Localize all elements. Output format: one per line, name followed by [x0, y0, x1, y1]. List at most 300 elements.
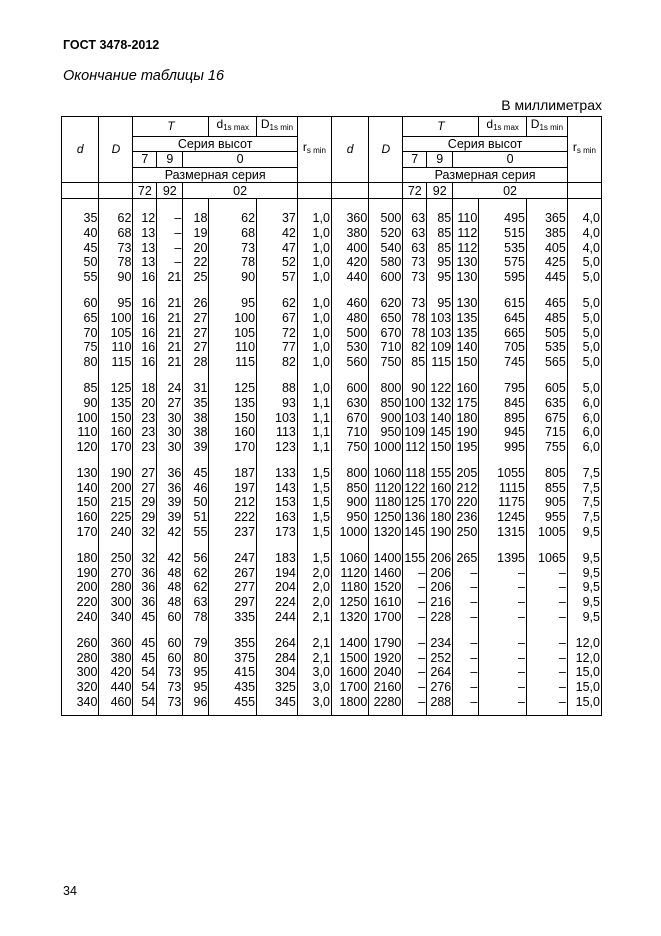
- table-cell: 284: [257, 651, 298, 666]
- table-cell: 1800: [331, 695, 368, 716]
- table-cell: 895: [479, 411, 527, 426]
- table-cell: 500: [331, 326, 368, 341]
- spacer-cell: [526, 454, 567, 466]
- table-cell: –: [526, 610, 567, 625]
- table-cell: 45: [62, 241, 99, 256]
- spacer-cell: [133, 284, 157, 296]
- table-cell: 16: [133, 296, 157, 311]
- spacer-cell: [453, 369, 479, 381]
- table-cell: 265: [453, 551, 479, 566]
- table-row: [62, 241, 602, 256]
- table-cell: 4,0: [567, 241, 601, 256]
- table-cell: 1700: [369, 610, 403, 625]
- table-cell: 16: [133, 326, 157, 341]
- table-cell: 60: [157, 651, 183, 666]
- table-cell: 51: [183, 510, 209, 525]
- header-series-0-right: 0: [453, 152, 568, 168]
- table-cell: –: [157, 255, 183, 270]
- header-D1s-left: $D_{1s min}$: [257, 117, 298, 137]
- table-cell: 5,0: [567, 326, 601, 341]
- spacer-cell: [427, 454, 453, 466]
- table-cell: 160: [427, 481, 453, 496]
- table-cell: 670: [369, 326, 403, 341]
- table-cell: 1,1: [297, 411, 331, 426]
- table-cell: 82: [403, 340, 427, 355]
- table-cell: 1,0: [297, 381, 331, 396]
- table-cell: 212: [209, 495, 257, 510]
- table-cell: 170: [99, 440, 133, 455]
- table-cell: 68: [209, 226, 257, 241]
- table-cell: 7,5: [567, 466, 601, 481]
- spacer-cell: [427, 369, 453, 381]
- spacer-cell: [183, 369, 209, 381]
- spacer-cell: [183, 199, 209, 212]
- table-cell: 100: [62, 411, 99, 426]
- table-cell: 38: [183, 425, 209, 440]
- table-cell: 620: [369, 296, 403, 311]
- table-cell: 1,0: [297, 311, 331, 326]
- table-cell: 2,1: [297, 610, 331, 625]
- table-cell: 1065: [526, 551, 567, 566]
- table-cell: –: [403, 610, 427, 625]
- table-cell: 1115: [479, 481, 527, 496]
- table-cell: 1250: [369, 510, 403, 525]
- table-cell: 1180: [369, 495, 403, 510]
- spacer-cell: [133, 624, 157, 636]
- table-cell: 205: [453, 466, 479, 481]
- spacer-cell: [183, 454, 209, 466]
- table-cell: 62: [209, 211, 257, 226]
- table-cell: 175: [453, 396, 479, 411]
- table-cell: 264: [257, 636, 298, 651]
- spacer-row: [62, 624, 602, 636]
- table-cell: 215: [99, 495, 133, 510]
- table-cell: 48: [157, 595, 183, 610]
- table-cell: 110: [62, 425, 99, 440]
- table-cell: 15,0: [567, 680, 601, 695]
- table-cell: 113: [257, 425, 298, 440]
- table-cell: 135: [99, 396, 133, 411]
- table-cell: 495: [479, 211, 527, 226]
- table-cell: –: [479, 580, 527, 595]
- table-cell: 955: [526, 510, 567, 525]
- table-cell: 1400: [369, 551, 403, 566]
- table-cell: 204: [257, 580, 298, 595]
- table-cell: 6,0: [567, 425, 601, 440]
- table-cell: 1000: [331, 525, 368, 540]
- table-cell: 36: [157, 466, 183, 481]
- table-cell: 79: [183, 636, 209, 651]
- table-cell: 95: [99, 296, 133, 311]
- header-series-heights-right: Серия высот: [403, 136, 567, 152]
- table-cell: –: [453, 610, 479, 625]
- table-cell: 90: [403, 381, 427, 396]
- table-cell: 28: [183, 355, 209, 370]
- table-cell: 103: [427, 326, 453, 341]
- header-d-right: d: [331, 117, 368, 183]
- spacer-row: [62, 539, 602, 551]
- table-cell: 109: [427, 340, 453, 355]
- table-cell: –: [453, 566, 479, 581]
- table-cell: 1005: [526, 525, 567, 540]
- table-cell: –: [157, 226, 183, 241]
- spacer-cell: [479, 454, 527, 466]
- header-series-9-left: 9: [157, 152, 183, 168]
- table-cell: 109: [404, 425, 426, 440]
- table-cell: 105: [99, 326, 133, 341]
- table-cell: 200: [99, 481, 133, 496]
- spacer-cell: [369, 284, 403, 296]
- table-row: [62, 440, 602, 455]
- table-cell: 26: [183, 296, 209, 311]
- table-cell: 1315: [479, 525, 527, 540]
- header-size-02-left: 02: [183, 183, 298, 199]
- table-cell: 47: [257, 241, 298, 256]
- table-cell: 2040: [369, 665, 403, 680]
- table-cell: 163: [257, 510, 298, 525]
- table-row: [62, 255, 602, 270]
- table-cell: 705: [479, 340, 527, 355]
- table-cell: 73: [157, 695, 183, 716]
- table-cell: 32: [133, 551, 157, 566]
- table-cell: –: [479, 610, 527, 625]
- table-cell: 100: [209, 311, 257, 326]
- table-cell: 1245: [479, 510, 527, 525]
- table-cell: 90: [99, 270, 133, 285]
- table-cell: 355: [209, 636, 257, 651]
- table-cell: 1,5: [297, 510, 331, 525]
- table-cell: 90: [62, 396, 99, 411]
- table-cell: 112: [453, 241, 479, 256]
- table-cell: –: [453, 636, 479, 651]
- table-cell: 62: [257, 296, 298, 311]
- table-cell: 136: [404, 510, 426, 525]
- header-rs-left: $r_{s min}$: [297, 117, 331, 183]
- spacer-cell: [526, 199, 567, 212]
- table-cell: 420: [99, 665, 133, 680]
- table-cell: 180: [453, 411, 479, 426]
- table-cell: 1700: [331, 680, 368, 695]
- table-cell: 160: [62, 510, 99, 525]
- spacer-cell: [479, 284, 527, 296]
- header-blank-d-left: [62, 183, 99, 199]
- spacer-cell: [526, 284, 567, 296]
- table-cell: 1,0: [297, 296, 331, 311]
- table-cell: 1,5: [297, 495, 331, 510]
- table-cell: 45: [133, 651, 157, 666]
- table-cell: 1175: [479, 495, 527, 510]
- table-cell: 5,0: [567, 340, 601, 355]
- header-d1s-left: $d_{1s max}$: [209, 117, 257, 137]
- spacer-cell: [99, 624, 133, 636]
- spacer-cell: [62, 539, 99, 551]
- table-cell: 63: [403, 211, 427, 226]
- spacer-cell: [567, 539, 601, 551]
- table-cell: –: [403, 665, 427, 680]
- table-cell: –: [479, 595, 527, 610]
- table-cell: 88: [257, 381, 298, 396]
- table-cell: –: [453, 651, 479, 666]
- table-cell: 27: [133, 481, 157, 496]
- table-cell: 480: [331, 311, 368, 326]
- table-cell: 27: [183, 340, 209, 355]
- table-cell: 365: [526, 211, 567, 226]
- table-cell: 78: [209, 255, 257, 270]
- table-cell: 2160: [369, 680, 403, 695]
- table-cell: 73: [403, 270, 427, 285]
- spacer-cell: [427, 284, 453, 296]
- table-cell: 90: [209, 270, 257, 285]
- table-cell: 630: [331, 396, 368, 411]
- spacer-cell: [157, 199, 183, 212]
- table-row: [62, 326, 602, 341]
- spacer-cell: [183, 624, 209, 636]
- table-row: [62, 270, 602, 285]
- table-cell: 122: [427, 381, 453, 396]
- table-cell: –: [403, 595, 427, 610]
- table-cell: 645: [479, 311, 527, 326]
- table-cell: 445: [526, 270, 567, 285]
- table-cell: 29: [133, 495, 157, 510]
- table-row: [62, 525, 602, 540]
- spacer-cell: [403, 199, 427, 212]
- table-cell: 2,1: [297, 636, 331, 651]
- table-cell: 21: [157, 270, 183, 285]
- table-cell: 995: [479, 440, 527, 455]
- spacer-cell: [567, 454, 601, 466]
- table-cell: 16: [133, 340, 157, 355]
- spacer-cell: [479, 199, 527, 212]
- table-cell: 135: [209, 396, 257, 411]
- table-cell: 135: [453, 311, 479, 326]
- table-cell: 78: [183, 610, 209, 625]
- spacer-cell: [99, 199, 133, 212]
- spacer-cell: [567, 284, 601, 296]
- table-cell: 360: [331, 211, 368, 226]
- table-cell: 1520: [369, 580, 403, 595]
- table-cell: 160: [209, 425, 257, 440]
- table-cell: 110: [209, 340, 257, 355]
- spacer-cell: [403, 624, 427, 636]
- table-cell: 288: [427, 695, 453, 716]
- table-cell: 1500: [331, 651, 368, 666]
- header-T-left: T: [133, 117, 209, 137]
- spacer-cell: [209, 539, 257, 551]
- table-cell: 3,0: [297, 680, 331, 695]
- table-cell: –: [479, 651, 527, 666]
- table-cell: 280: [62, 651, 99, 666]
- spacer-cell: [526, 369, 567, 381]
- header-size-92-left: 92: [157, 183, 183, 199]
- table-cell: 12,0: [567, 636, 601, 651]
- units-note: В миллиметрах: [501, 97, 602, 113]
- spacer-cell: [257, 454, 298, 466]
- table-cell: –: [526, 680, 567, 695]
- table-row: [62, 551, 602, 566]
- table-cell: 155: [427, 466, 453, 481]
- table-row: [62, 381, 602, 396]
- header-series-0-left: 0: [183, 152, 298, 168]
- table-row: [62, 566, 602, 581]
- table-row: [62, 340, 602, 355]
- spacer-cell: [567, 369, 601, 381]
- table-cell: 197: [209, 481, 257, 496]
- bearing-dimensions-table: [61, 116, 602, 716]
- table-cell: 110: [99, 340, 133, 355]
- table-cell: 405: [526, 241, 567, 256]
- table-cell: –: [403, 651, 427, 666]
- table-cell: 900: [331, 495, 368, 510]
- header-blank-D-left: [99, 183, 133, 199]
- table-cell: 21: [157, 296, 183, 311]
- table-cell: 2,0: [297, 566, 331, 581]
- table-cell: 62: [183, 566, 209, 581]
- header-size-92-right: 92: [427, 183, 453, 199]
- spacer-cell: [209, 454, 257, 466]
- spacer-cell: [297, 454, 331, 466]
- table-cell: 27: [183, 326, 209, 341]
- table-cell: 228: [427, 610, 453, 625]
- table-cell: 240: [62, 610, 99, 625]
- table-cell: 153: [257, 495, 298, 510]
- table-cell: 54: [133, 695, 157, 716]
- spacer-cell: [479, 369, 527, 381]
- table-cell: 130: [62, 466, 99, 481]
- table-cell: 1,0: [297, 355, 331, 370]
- spacer-cell: [567, 199, 601, 212]
- table-cell: 23: [133, 425, 157, 440]
- table-cell: 300: [99, 595, 133, 610]
- table-cell: 9,5: [567, 595, 601, 610]
- spacer-cell: [133, 199, 157, 212]
- table-cell: 73: [209, 241, 257, 256]
- table-cell: 360: [99, 636, 133, 651]
- table-cell: 170: [62, 525, 99, 540]
- table-cell: 29: [133, 510, 157, 525]
- table-cell: 143: [257, 481, 298, 496]
- table-row: [62, 651, 602, 666]
- table-cell: 1,0: [297, 226, 331, 241]
- table-cell: 455: [209, 695, 257, 716]
- table-cell: 78: [403, 311, 427, 326]
- spacer-cell: [62, 199, 99, 212]
- spacer-cell: [479, 624, 527, 636]
- table-cell: 37: [257, 211, 298, 226]
- table-cell: 7,5: [567, 481, 601, 496]
- header-blank-rs-right: [567, 183, 601, 199]
- table-cell: 36: [133, 580, 157, 595]
- header-blank-d-right: [331, 183, 368, 199]
- table-cell: 45: [133, 610, 157, 625]
- spacer-cell: [257, 199, 298, 212]
- spacer-row: [62, 454, 602, 466]
- header-D-left: D: [99, 117, 133, 183]
- header-size-02-right: 02: [453, 183, 568, 199]
- table-cell: 112: [453, 226, 479, 241]
- table-cell: –: [453, 680, 479, 695]
- table-cell: 615: [479, 296, 527, 311]
- table-cell: 85: [403, 355, 427, 370]
- table-cell: 180: [427, 510, 453, 525]
- table-cell: 425: [526, 255, 567, 270]
- table-cell: 130: [453, 255, 479, 270]
- table-cell: 300: [62, 665, 99, 680]
- table-cell: 23: [133, 411, 157, 426]
- spacer-cell: [157, 454, 183, 466]
- table-cell: 595: [479, 270, 527, 285]
- table-row: [62, 495, 602, 510]
- table-cell: 1250: [331, 595, 368, 610]
- table-cell: 95: [427, 270, 453, 285]
- spacer-cell: [526, 539, 567, 551]
- table-cell: 4,0: [567, 226, 601, 241]
- table-cell: 150: [427, 440, 453, 455]
- table-row: [62, 510, 602, 525]
- table-cell: 122: [404, 480, 426, 495]
- table-cell: 80: [62, 355, 99, 370]
- spacer-cell: [297, 284, 331, 296]
- table-cell: 72: [257, 326, 298, 341]
- table-cell: 24: [157, 381, 183, 396]
- table-cell: 900: [369, 411, 403, 426]
- table-row: [62, 595, 602, 610]
- table-cell: 48: [157, 566, 183, 581]
- table-cell: 270: [99, 566, 133, 581]
- table-cell: 73: [157, 680, 183, 695]
- table-cell: 95: [209, 296, 257, 311]
- table-cell: 195: [453, 440, 479, 455]
- table-cell: 18: [133, 381, 157, 396]
- table-cell: 140: [427, 411, 453, 426]
- table-cell: 247: [209, 551, 257, 566]
- table-cell: –: [403, 695, 427, 716]
- table-cell: –: [526, 595, 567, 610]
- table-cell: 320: [62, 680, 99, 695]
- table-cell: 6,0: [567, 440, 601, 455]
- header-series-9-right: 9: [427, 152, 453, 168]
- table-cell: 42: [157, 525, 183, 540]
- table-cell: 1,5: [297, 481, 331, 496]
- table-cell: 190: [99, 466, 133, 481]
- table-cell: 30: [157, 440, 183, 455]
- table-cell: 38: [183, 411, 209, 426]
- table-cell: 103: [427, 311, 453, 326]
- header-blank-rs-left: [297, 183, 331, 199]
- table-cell: –: [479, 680, 527, 695]
- spacer-cell: [183, 539, 209, 551]
- table-cell: 605: [526, 381, 567, 396]
- table-cell: 85: [427, 226, 453, 241]
- spacer-cell: [453, 454, 479, 466]
- spacer-cell: [526, 624, 567, 636]
- table-cell: 325: [257, 680, 298, 695]
- table-cell: 190: [427, 525, 453, 540]
- table-cell: 55: [183, 525, 209, 540]
- table-cell: 27: [133, 466, 157, 481]
- table-cell: 65: [62, 311, 99, 326]
- table-cell: 140: [62, 481, 99, 496]
- table-cell: 5,0: [567, 255, 601, 270]
- table-caption: Окончание таблицы 16: [63, 68, 225, 84]
- table-cell: 123: [257, 440, 298, 455]
- table-cell: 100: [404, 395, 426, 410]
- spacer-cell: [369, 624, 403, 636]
- spacer-cell: [453, 624, 479, 636]
- table-cell: 95: [183, 665, 209, 680]
- table-cell: 1,5: [297, 525, 331, 540]
- table-cell: 95: [183, 680, 209, 695]
- table-cell: 224: [257, 595, 298, 610]
